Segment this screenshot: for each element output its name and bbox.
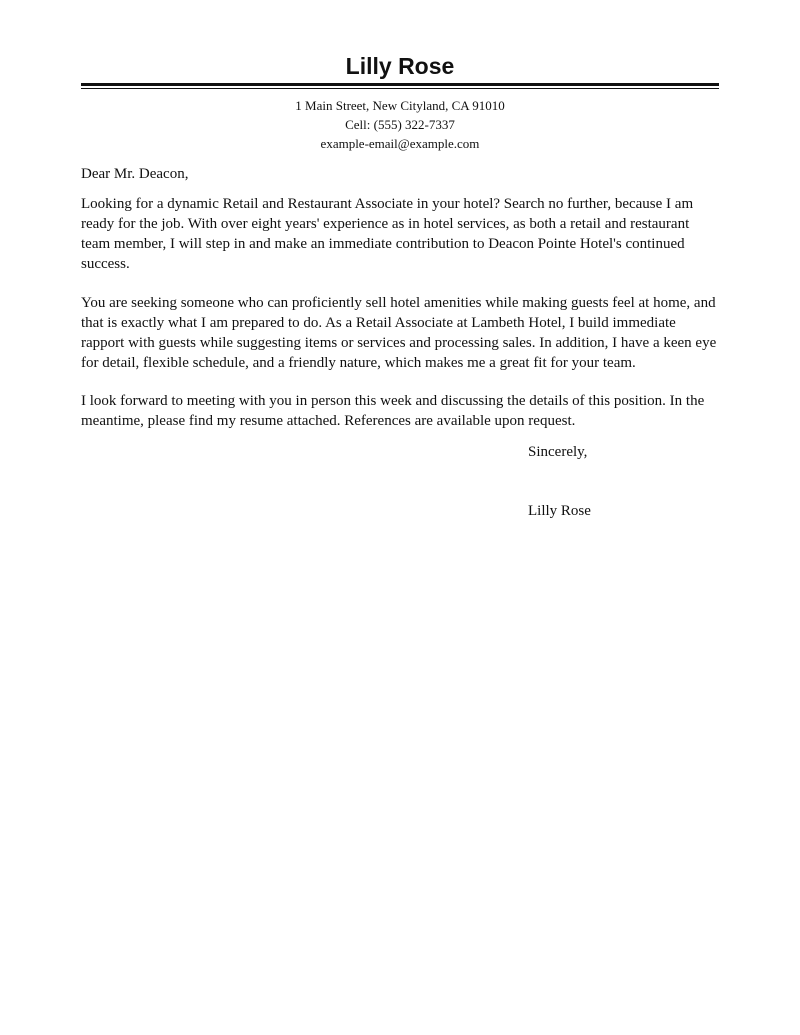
paragraph-1: Looking for a dynamic Retail and Restaurant Associate in your hotel? Search no further, because I am ready for the job. With over eight years' experience as in hotel services, as both a retail and restaurant team member, I will step in and make an immediate contribution to Deacon Pointe Hotel's continued success. <box>81 196 694 272</box>
cell-line: Cell: (555) 322-7337 <box>345 117 455 132</box>
closing: Sincerely, <box>528 444 588 460</box>
header-rule-thin <box>81 88 719 89</box>
header-rule-thick <box>81 83 719 86</box>
contact-block <box>0 96 800 153</box>
signature-name: Lilly Rose <box>528 503 591 519</box>
salutation: Dear Mr. Deacon, <box>81 166 189 182</box>
paragraph-2: You are seeking someone who can proficiently sell hotel amenities while making guests feel at home, and that is exactly what I am prepared to do. As a Retail Associate at Lambeth Hotel, I build immediate rapport with guests while suggesting items or services and processing sales. In addition, I have a keen eye for detail, flexible schedule, and a friendly nature, which makes me a great fit for your team. <box>81 295 717 371</box>
address-line: 1 Main Street, New Cityland, CA 91010 <box>295 98 505 113</box>
email-line: example-email@example.com <box>320 136 480 151</box>
paragraph-3: I look forward to meeting with you in person this week and discussing the details of this position. In the meantime, please find my resume attached. References are available upon request. <box>81 393 705 429</box>
applicant-name: Lilly Rose <box>345 53 455 79</box>
